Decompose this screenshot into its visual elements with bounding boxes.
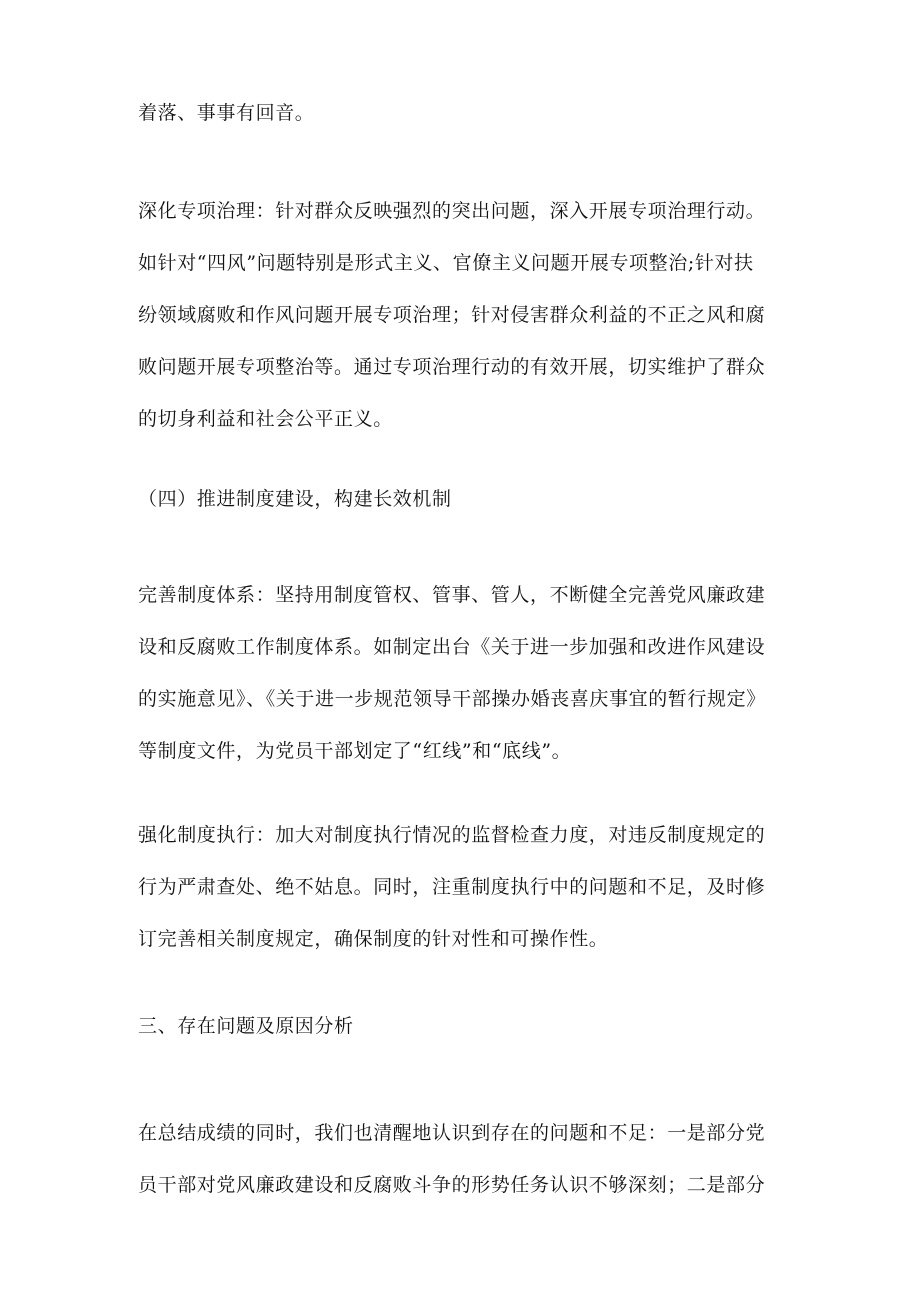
paragraph-continuation: [138, 87, 798, 139]
text-line: 完善制度体系：坚持用制度管权、管事、管人，不断健全完善党风廉政建: [138, 584, 766, 606]
heading-line: （四）推进制度建设，构建长效机制: [138, 488, 452, 510]
text-line: 的实施意见》、《关于进一步规范领导干部操办婚丧喜庆事宜的暂行规定》: [138, 688, 766, 710]
text-line: 着落、事事有回音。: [138, 102, 315, 124]
text-line: 在总结成绩的同时，我们也清醒地认识到存在的问题和不足：一是部分党: [138, 1122, 766, 1144]
text-line: 强化制度执行：加大对制度执行情况的监督检查力度，对违反制度规定的: [138, 824, 766, 846]
paragraph-special-governance: [138, 185, 798, 445]
text-line: 纷领域腐败和作风问题开展专项治理；针对侵害群众利益的不正之风和腐: [138, 304, 766, 326]
text-line: 行为严肃查处、绝不姑息。同时，注重制度执行中的问题和不足，及时修: [138, 876, 766, 898]
text-line: 员干部对党风廉政建设和反腐败斗争的形势任务认识不够深刻；二是部分: [138, 1174, 766, 1196]
text-line: 订完善相关制度规定，确保制度的针对性和可操作性。: [138, 928, 609, 950]
section-heading-four: [138, 473, 798, 525]
text-line: 等制度文件，为党员干部划定了“红线”和“底线”。: [138, 740, 572, 762]
text-line: 的切身利益和社会公平正义。: [138, 408, 393, 430]
heading-line: 三、存在问题及原因分析: [138, 1015, 354, 1037]
paragraph-improve-system: [138, 569, 798, 777]
text-line: 深化专项治理：针对群众反映强烈的突出问题，深入开展专项治理行动。: [138, 200, 766, 222]
paragraph-strengthen-execution: [138, 809, 798, 965]
text-line: 如针对“四风”问题特别是形式主义、官僚主义问题开展专项整治;针对扶: [138, 252, 754, 274]
text-line: 败问题开展专项整治等。通过专项治理行动的有效开展，切实维护了群众: [138, 356, 766, 378]
section-heading-three: [138, 1000, 798, 1052]
paragraph-problems: [138, 1107, 798, 1211]
text-line: 设和反腐败工作制度体系。如制定出台《关于进一步加强和改进作风建设: [138, 636, 766, 658]
